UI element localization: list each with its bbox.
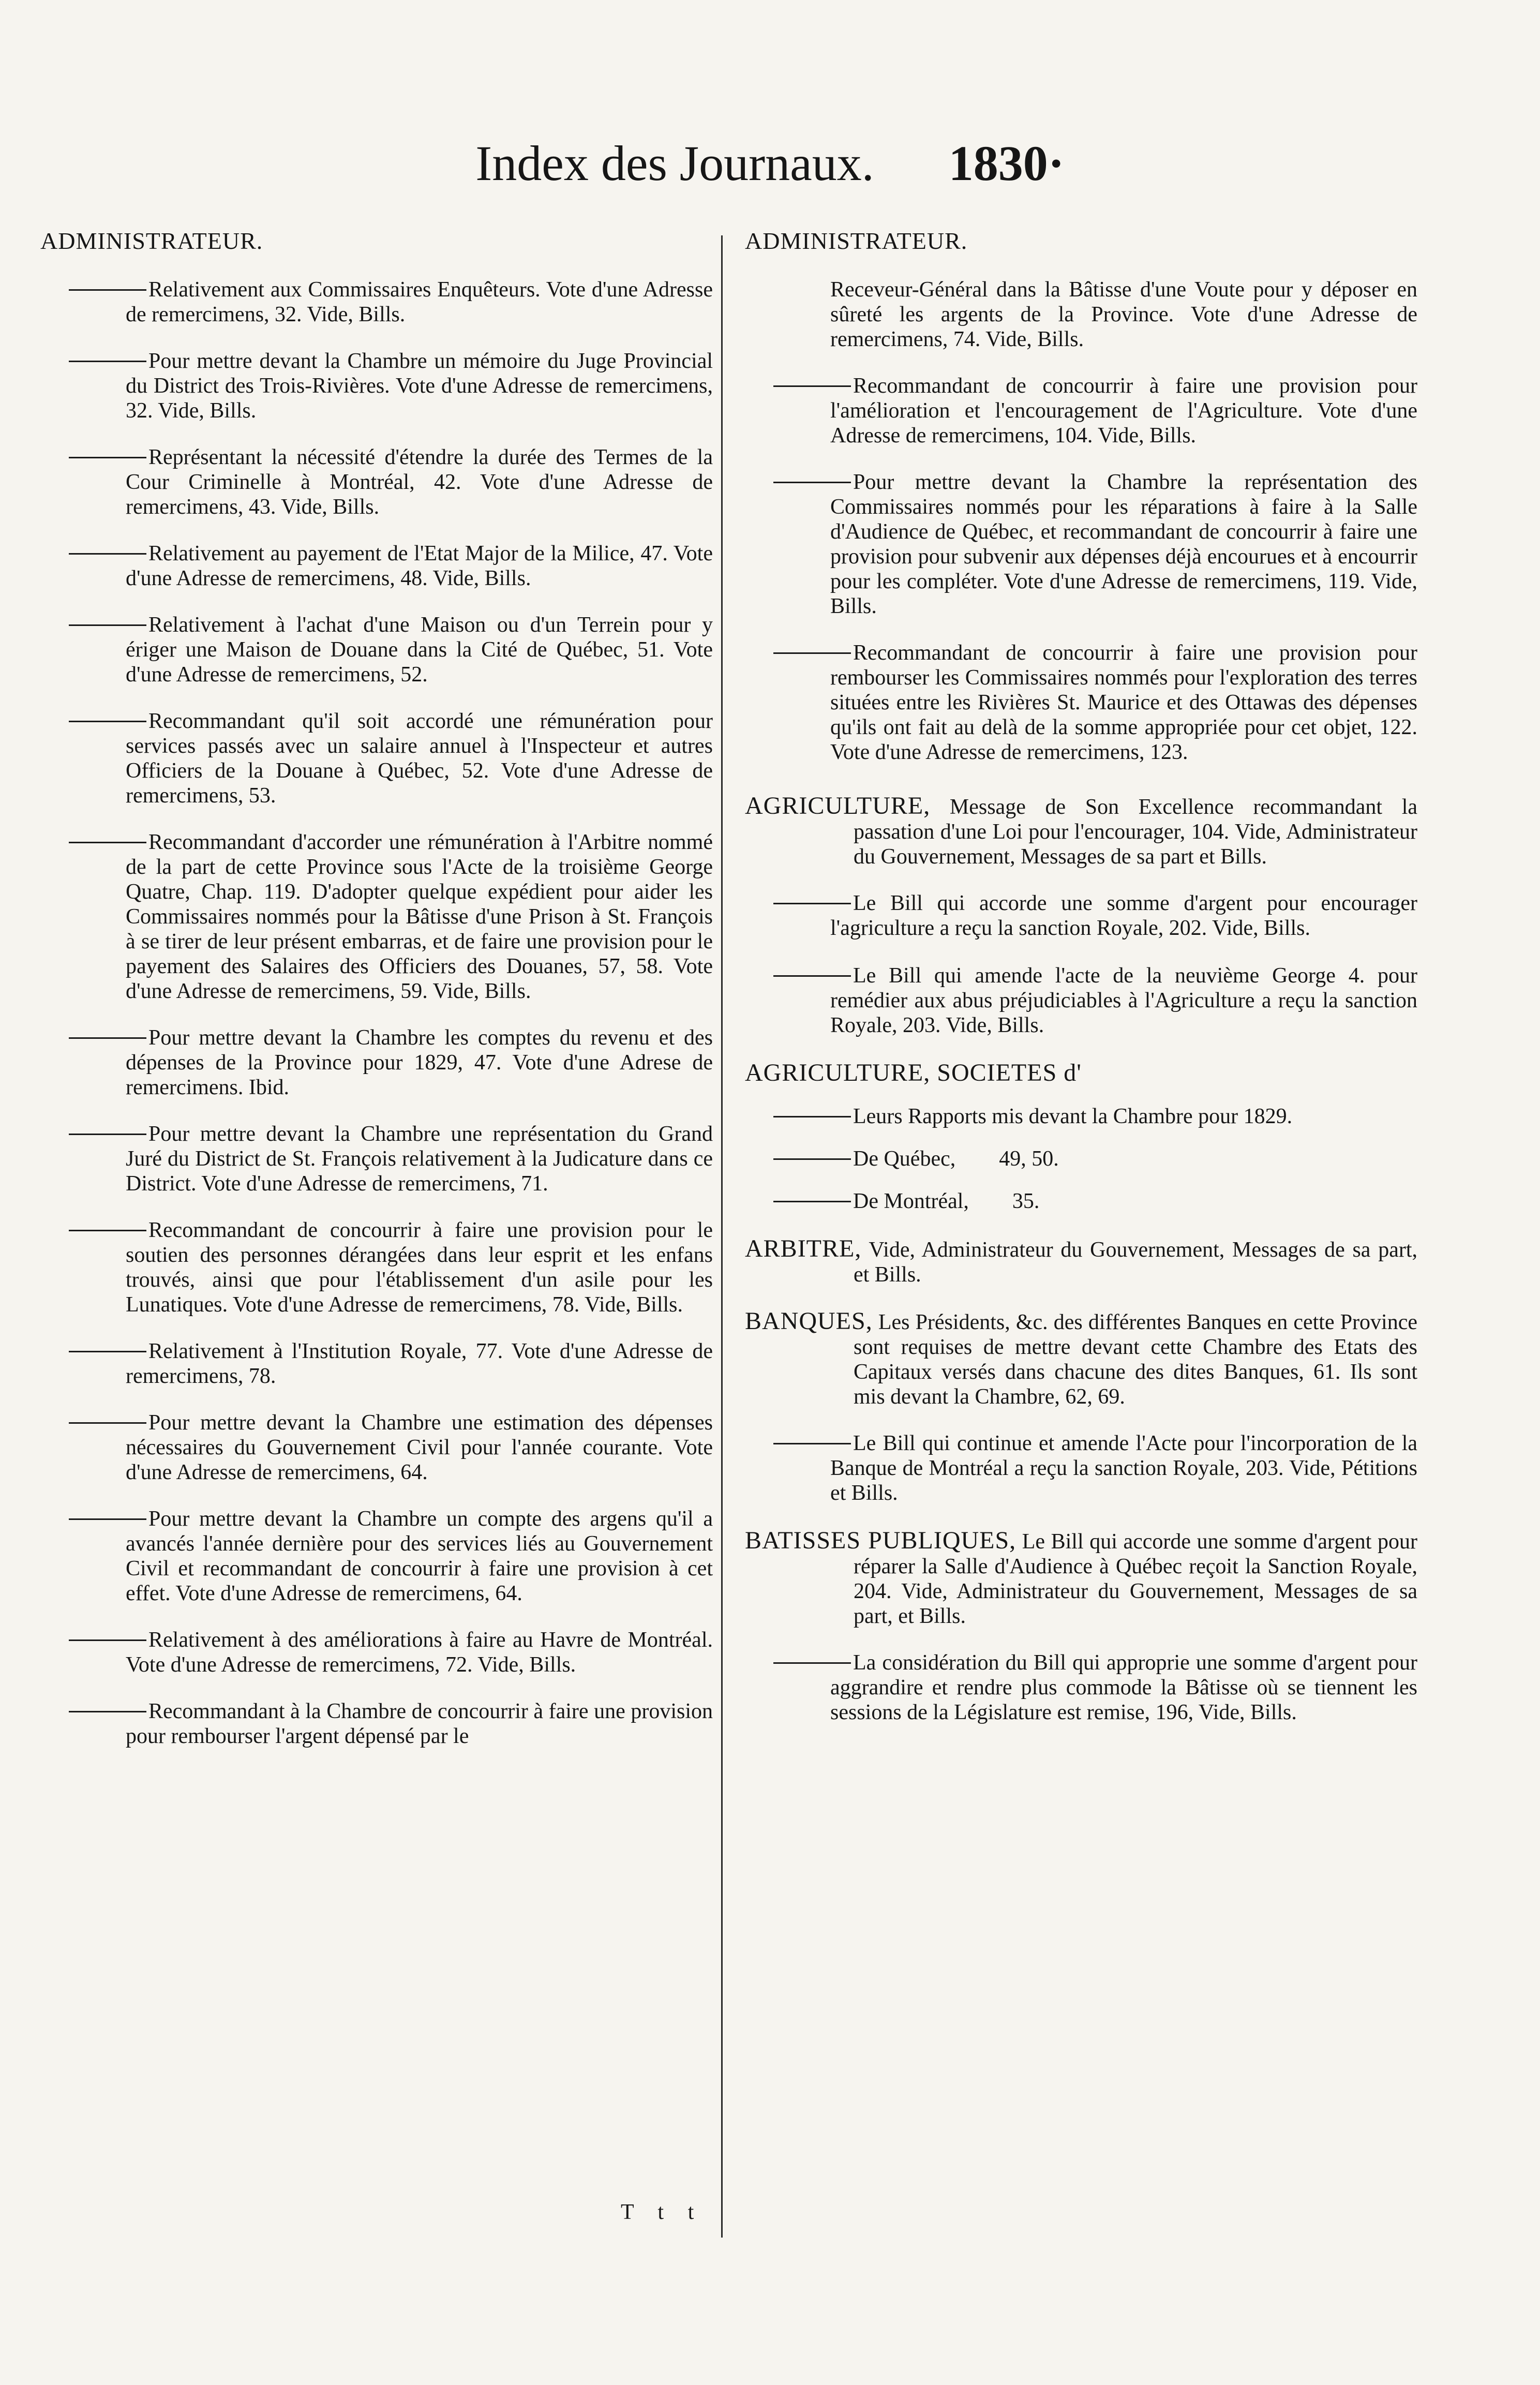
dash-rule — [773, 652, 851, 654]
index-entry: Recommandant d'accorder une rémunération à l'Arbitre nommé de la part de cette Province sous l'Acte de la troisième George Quatre, Chap. 119. D'adopter quelque expédient pour aider les Commissaires nommés pour la Bâtisse d'une Prison à St. François à se tirer de leur présent embarras, et de faire une provision pour le payement des Salaires des Officiers des Douanes, 57, 58. Vote d'une Adresse de remercimens, 59. Vide, Bills. — [40, 830, 713, 1004]
index-entry: Recommandant de concourrir à faire une provision pour l'amélioration et l'encouragement de l'Agriculture. Vote d'une Adresse de remercimens, 104. Vide, Bills. — [745, 374, 1417, 448]
dash-rule — [69, 1711, 146, 1712]
index-entry: Représentant la nécessité d'étendre la durée des Termes de la Cour Criminelle à Montréal, 42. Vote d'une Adresse de remercimens, 43. Vide, Bills. — [40, 445, 713, 519]
index-term-banques: BANQUES, Les Présidents, &c. des différentes Banques en cette Province sont requises de mettre devant cette Chambre des Etats des Capitaux versés dans chacune des dites Banques, 61. Ils sont mis devant la Chambre, 62, 69. — [745, 1307, 1418, 1409]
index-entry: Relativement à l'achat d'une Maison ou d'un Terrein pour y ériger une Maison de Douane dans la Cité de Québec, 51. Vote d'une Adresse de remercimens, 52. — [40, 613, 713, 687]
page-title: Index des Journaux. — [475, 136, 874, 191]
dash-rule — [69, 289, 146, 291]
dash-rule — [69, 457, 146, 458]
index-entry: Pour mettre devant la Chambre la représentation des Commissaires nommés pour les réparations à faire à la Salle d'Audience de Québec, et recommandant de concourrir à faire une provision pour subvenir aux dépenses déjà encourues et à encourrir pour les compléter. Vote d'une Adresse de remercimens, 119. Vide, Bills. — [745, 470, 1417, 619]
dash-rule — [69, 1351, 146, 1352]
dash-rule — [773, 1443, 851, 1444]
dash-rule — [69, 361, 146, 362]
dash-rule — [773, 482, 851, 483]
index-sub-entry: Le Bill qui amende l'acte de la neuvième George 4. pour remédier aux abus préjudiciables à l'Agriculture a reçu la sanction Royale, 203. Vide, Bills. — [745, 963, 1417, 1038]
index-entry: Recommandant qu'il soit accordé une rémunération pour services passés avec un salaire annuel à l'Inspecteur et autres Officiers de la Douane à Québec, 52. Vote d'une Adresse de remercimens, 53. — [40, 709, 713, 808]
column-divider — [721, 235, 723, 2238]
index-sub-entry: De Montréal, 35. — [745, 1189, 1417, 1214]
right-column — [745, 228, 1417, 1748]
index-entry: Pour mettre devant la Chambre un compte des argens qu'il a avancés l'année dernière pour des services liés au Gouvernement Civil et recommandant de concourrir à faire une provision à cet effet. Vote d'une Adresse de remercimens, 64. — [40, 1507, 713, 1606]
dash-rule — [773, 1201, 851, 1202]
dash-rule — [69, 1037, 146, 1039]
left-column-heading: ADMINISTRATEUR. — [40, 228, 263, 254]
dash-rule — [69, 1422, 146, 1424]
dash-rule — [773, 903, 851, 904]
index-sub-entry: Le Bill qui accorde une somme d'argent pour encourager l'agriculture a reçu la sanction Royale, 202. Vide, Bills. — [745, 891, 1417, 941]
index-entry: Relativement à des améliorations à faire au Havre de Montréal. Vote d'une Adresse de remercimens, 72. Vide, Bills. — [40, 1628, 713, 1677]
dash-rule — [69, 1518, 146, 1520]
index-sub-entry: La considération du Bill qui approprie une somme d'argent pour aggrandire et rendre plus commode la Bâtisse où se tiennent les sessions de la Législature est remise, 196, Vide, Bills. — [745, 1650, 1417, 1725]
index-sub-entry: Leurs Rapports mis devant la Chambre pour 1829. — [745, 1104, 1417, 1129]
dash-rule — [69, 1134, 146, 1135]
dash-rule — [773, 385, 851, 387]
dash-rule — [773, 975, 851, 977]
page-header — [0, 136, 1540, 191]
index-term-arbitre: ARBITRE, Vide, Administrateur du Gouvernement, Messages de sa part, et Bills. — [745, 1235, 1417, 1287]
index-term-agriculture: AGRICULTURE, Message de Son Excellence recommandant la passation d'une Loi pour l'encourager, 104. Vide, Administrateur du Gouvernement, Messages de sa part et Bills. — [745, 792, 1418, 869]
dash-rule — [69, 553, 146, 555]
index-entry: Recommandant à la Chambre de concourrir à faire une provision pour rembourser l'argent dépensé par le — [40, 1699, 713, 1749]
index-sub-entry: Le Bill qui continue et amende l'Acte pour l'incorporation de la Banque de Montréal a reçu la sanction Royale, 203. Vide, Pétitions et Bills. — [745, 1431, 1417, 1505]
dash-rule — [69, 624, 146, 626]
index-entry: Recommandant de concourrir à faire une provision pour le soutien des personnes dérangées dans leur esprit et les enfans trouvés, ainsi que pour l'établissement d'un asile pour les Lunatiques. Vote d'une Adresse de remercimens, 78. Vide, Bills. — [40, 1218, 713, 1317]
index-term-societes: AGRICULTURE, SOCIETES d' — [745, 1059, 1082, 1086]
left-column — [40, 228, 713, 1749]
index-entry: Pour mettre devant la Chambre une estimation des dépenses nécessaires du Gouvernement Civil pour l'année courante. Vote d'une Adresse de remercimens, 64. — [40, 1410, 713, 1485]
dash-rule — [773, 1158, 851, 1160]
dash-rule — [69, 1639, 146, 1641]
index-term-batisses: BATISSES PUBLIQUES, Le Bill qui accorde une somme d'argent pour réparer la Salle d'Audience à Québec reçoit la Sanction Royale, 204. Vide, Administrateur du Gouvernement, Messages de sa part, et Bills. — [745, 1527, 1417, 1628]
dash-rule — [69, 842, 146, 843]
index-entry: Relativement au payement de l'Etat Major de la Milice, 47. Vote d'une Adresse de remercimens, 48. Vide, Bills. — [40, 541, 713, 591]
index-entry: Pour mettre devant la Chambre les comptes du revenu et des dépenses de la Province pour 1829, 47. Vote d'une Adrese de remercimens. Ibid. — [40, 1025, 713, 1100]
dash-rule — [69, 721, 146, 722]
dash-rule — [773, 1116, 851, 1117]
index-entry: Pour mettre devant la Chambre un mémoire du Juge Provincial du District des Trois-Rivières. Vote d'une Adresse de remercimens, 32. Vide, Bills. — [40, 349, 713, 423]
index-entry: Recommandant de concourrir à faire une provision pour rembourser les Commissaires nommés pour l'exploration des terres situées entre les Rivières St. Maurice et des Ottawas des dépenses qu'ils ont fait au delà de la somme appropriée pour cet objet, 122. Vote d'une Adresse de remercimens, 123. — [745, 640, 1417, 765]
index-entry: Relativement à l'Institution Royale, 77. Vote d'une Adresse de remercimens, 78. — [40, 1339, 713, 1389]
right-column-heading: ADMINISTRATEUR. — [745, 228, 968, 254]
index-entry: Pour mettre devant la Chambre une représentation du Grand Juré du District de St. François relativement à la Judicature dans ce District. Vote d'une Adresse de remercimens, 71. — [40, 1122, 713, 1196]
index-entry-continuation: Receveur-Général dans la Bâtisse d'une Voute pour y déposer en sûreté les argents de la Province. Vote d'une Adresse de remercimens, 74. Vide, Bills. — [830, 278, 1417, 351]
signature-mark: T t t — [621, 2200, 704, 2224]
dash-rule — [69, 1230, 146, 1231]
index-entry: Relativement aux Commissaires Enquêteurs. Vote d'une Adresse de remercimens, 32. Vide, Bills. — [40, 277, 713, 327]
page-year: 1830· — [948, 136, 1065, 191]
dash-rule — [773, 1662, 851, 1664]
index-sub-entry: De Québec, 49, 50. — [745, 1146, 1417, 1171]
